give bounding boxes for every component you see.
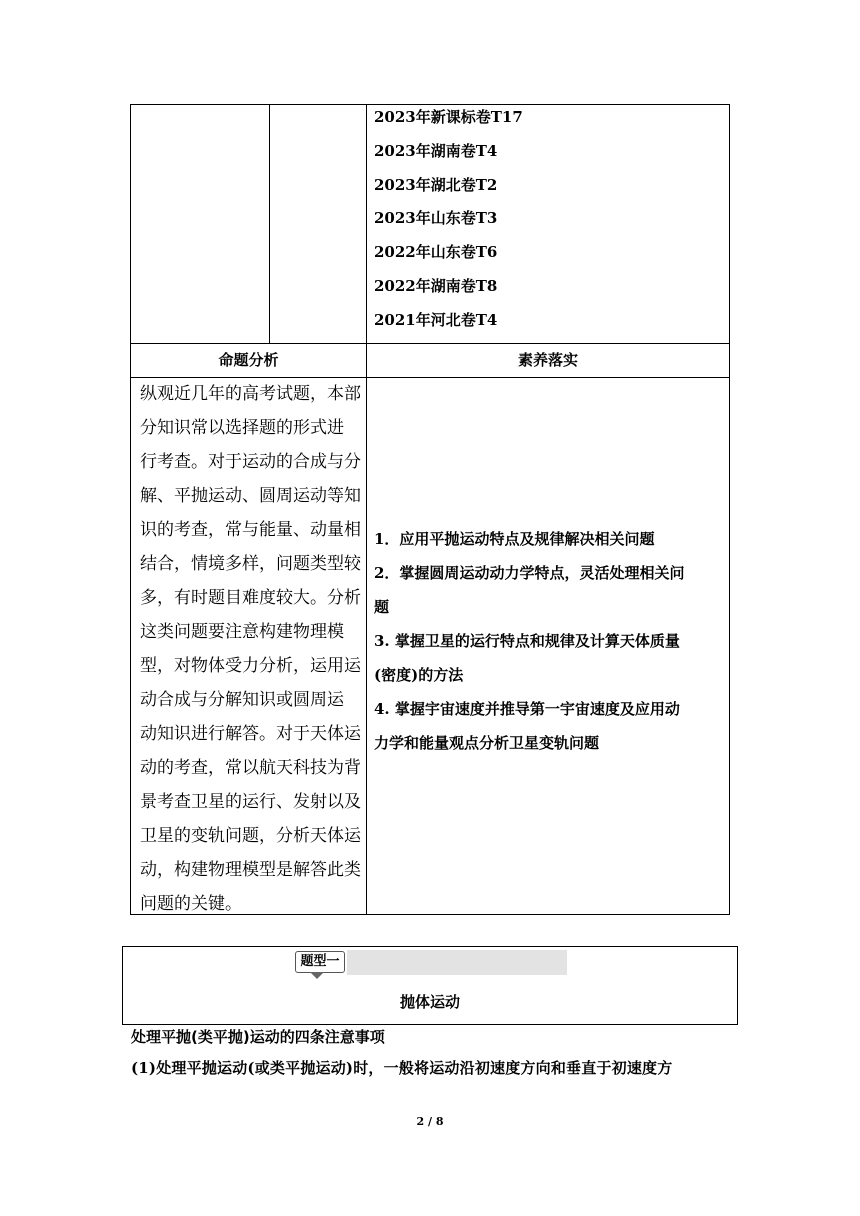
exam-item: 2023年湖南卷T4 xyxy=(374,142,498,160)
goal-line: 2．掌握圆周运动动力学特点，灵活处理相关问 xyxy=(374,564,685,582)
analysis-line: 纵观近几年的高考试题，本部 xyxy=(140,384,361,404)
analysis-line: 这类问题要注意构建物理模 xyxy=(140,622,344,642)
question-type-title: 抛体运动 xyxy=(399,993,460,1011)
goal-line: 1．应用平抛运动特点及规律解决相关问题 xyxy=(374,530,655,548)
column-divider-2 xyxy=(366,105,367,914)
section-title: 处理平抛(类平抛)运动的四条注意事项 xyxy=(131,1028,385,1046)
analysis-line: 识的考查，常与能量、动量相 xyxy=(140,520,361,540)
goal-line: (密度)的方法 xyxy=(374,666,464,684)
question-type-bar xyxy=(347,950,567,975)
analysis-line: 行考查。对于运动的合成与分 xyxy=(140,452,361,472)
analysis-line: 动的考查，常以航天科技为背 xyxy=(140,758,361,778)
analysis-line: 问题的关键。 xyxy=(140,894,242,914)
exam-item: 2023年湖北卷T2 xyxy=(374,176,498,194)
goals-list xyxy=(374,522,729,760)
page-number: 2 / 8 xyxy=(416,1115,444,1128)
tag-arrow-icon xyxy=(310,972,324,979)
analysis-line: 分知识常以选择题的形式进 xyxy=(140,418,344,438)
goal-line: 4. 掌握宇宙速度并推导第一宇宙速度及应用动 xyxy=(374,700,680,718)
exam-item: 2021年河北卷T4 xyxy=(374,311,498,329)
analysis-line: 动合成与分解知识或圆周运 xyxy=(140,690,344,710)
analysis-line: 解、平抛运动、圆周运动等知 xyxy=(140,486,361,506)
analysis-line: 多，有时题目难度较大。分析 xyxy=(140,588,361,608)
exam-item: 2022年山东卷T6 xyxy=(374,243,498,261)
analysis-line: 结合，情境多样，问题类型较 xyxy=(140,554,361,574)
analysis-line: 动，构建物理模型是解答此类 xyxy=(140,860,361,880)
exam-item: 2023年新课标卷T17 xyxy=(374,108,523,126)
header-goals: 素养落实 xyxy=(517,351,578,369)
column-divider-1 xyxy=(269,105,270,343)
exam-item: 2023年山东卷T3 xyxy=(374,209,498,227)
goal-line: 3. 掌握卫星的运行特点和规律及计算天体质量 xyxy=(374,632,680,650)
goal-line: 题 xyxy=(374,598,390,616)
analysis-line: 卫星的变轨问题，分析天体运 xyxy=(140,826,361,846)
header-analysis: 命题分析 xyxy=(218,351,279,369)
analysis-line: 动知识进行解答。对于天体运 xyxy=(140,724,361,744)
paragraph: (1)处理平抛运动(或类平抛运动)时，一般将运动沿初速度方向和垂直于初速度方 xyxy=(131,1059,673,1077)
exam-item: 2022年湖南卷T8 xyxy=(374,277,498,295)
exam-analysis-table xyxy=(130,104,730,915)
analysis-line: 景考查卫星的运行、发射以及 xyxy=(140,792,361,812)
goal-line: 力学和能量观点分析卫星变轨问题 xyxy=(374,734,600,752)
analysis-line: 型，对物体受力分析，运用运 xyxy=(140,656,361,676)
analysis-text xyxy=(140,377,366,921)
question-type-box xyxy=(122,946,738,1025)
question-type-tag: 题型一 xyxy=(295,951,345,973)
